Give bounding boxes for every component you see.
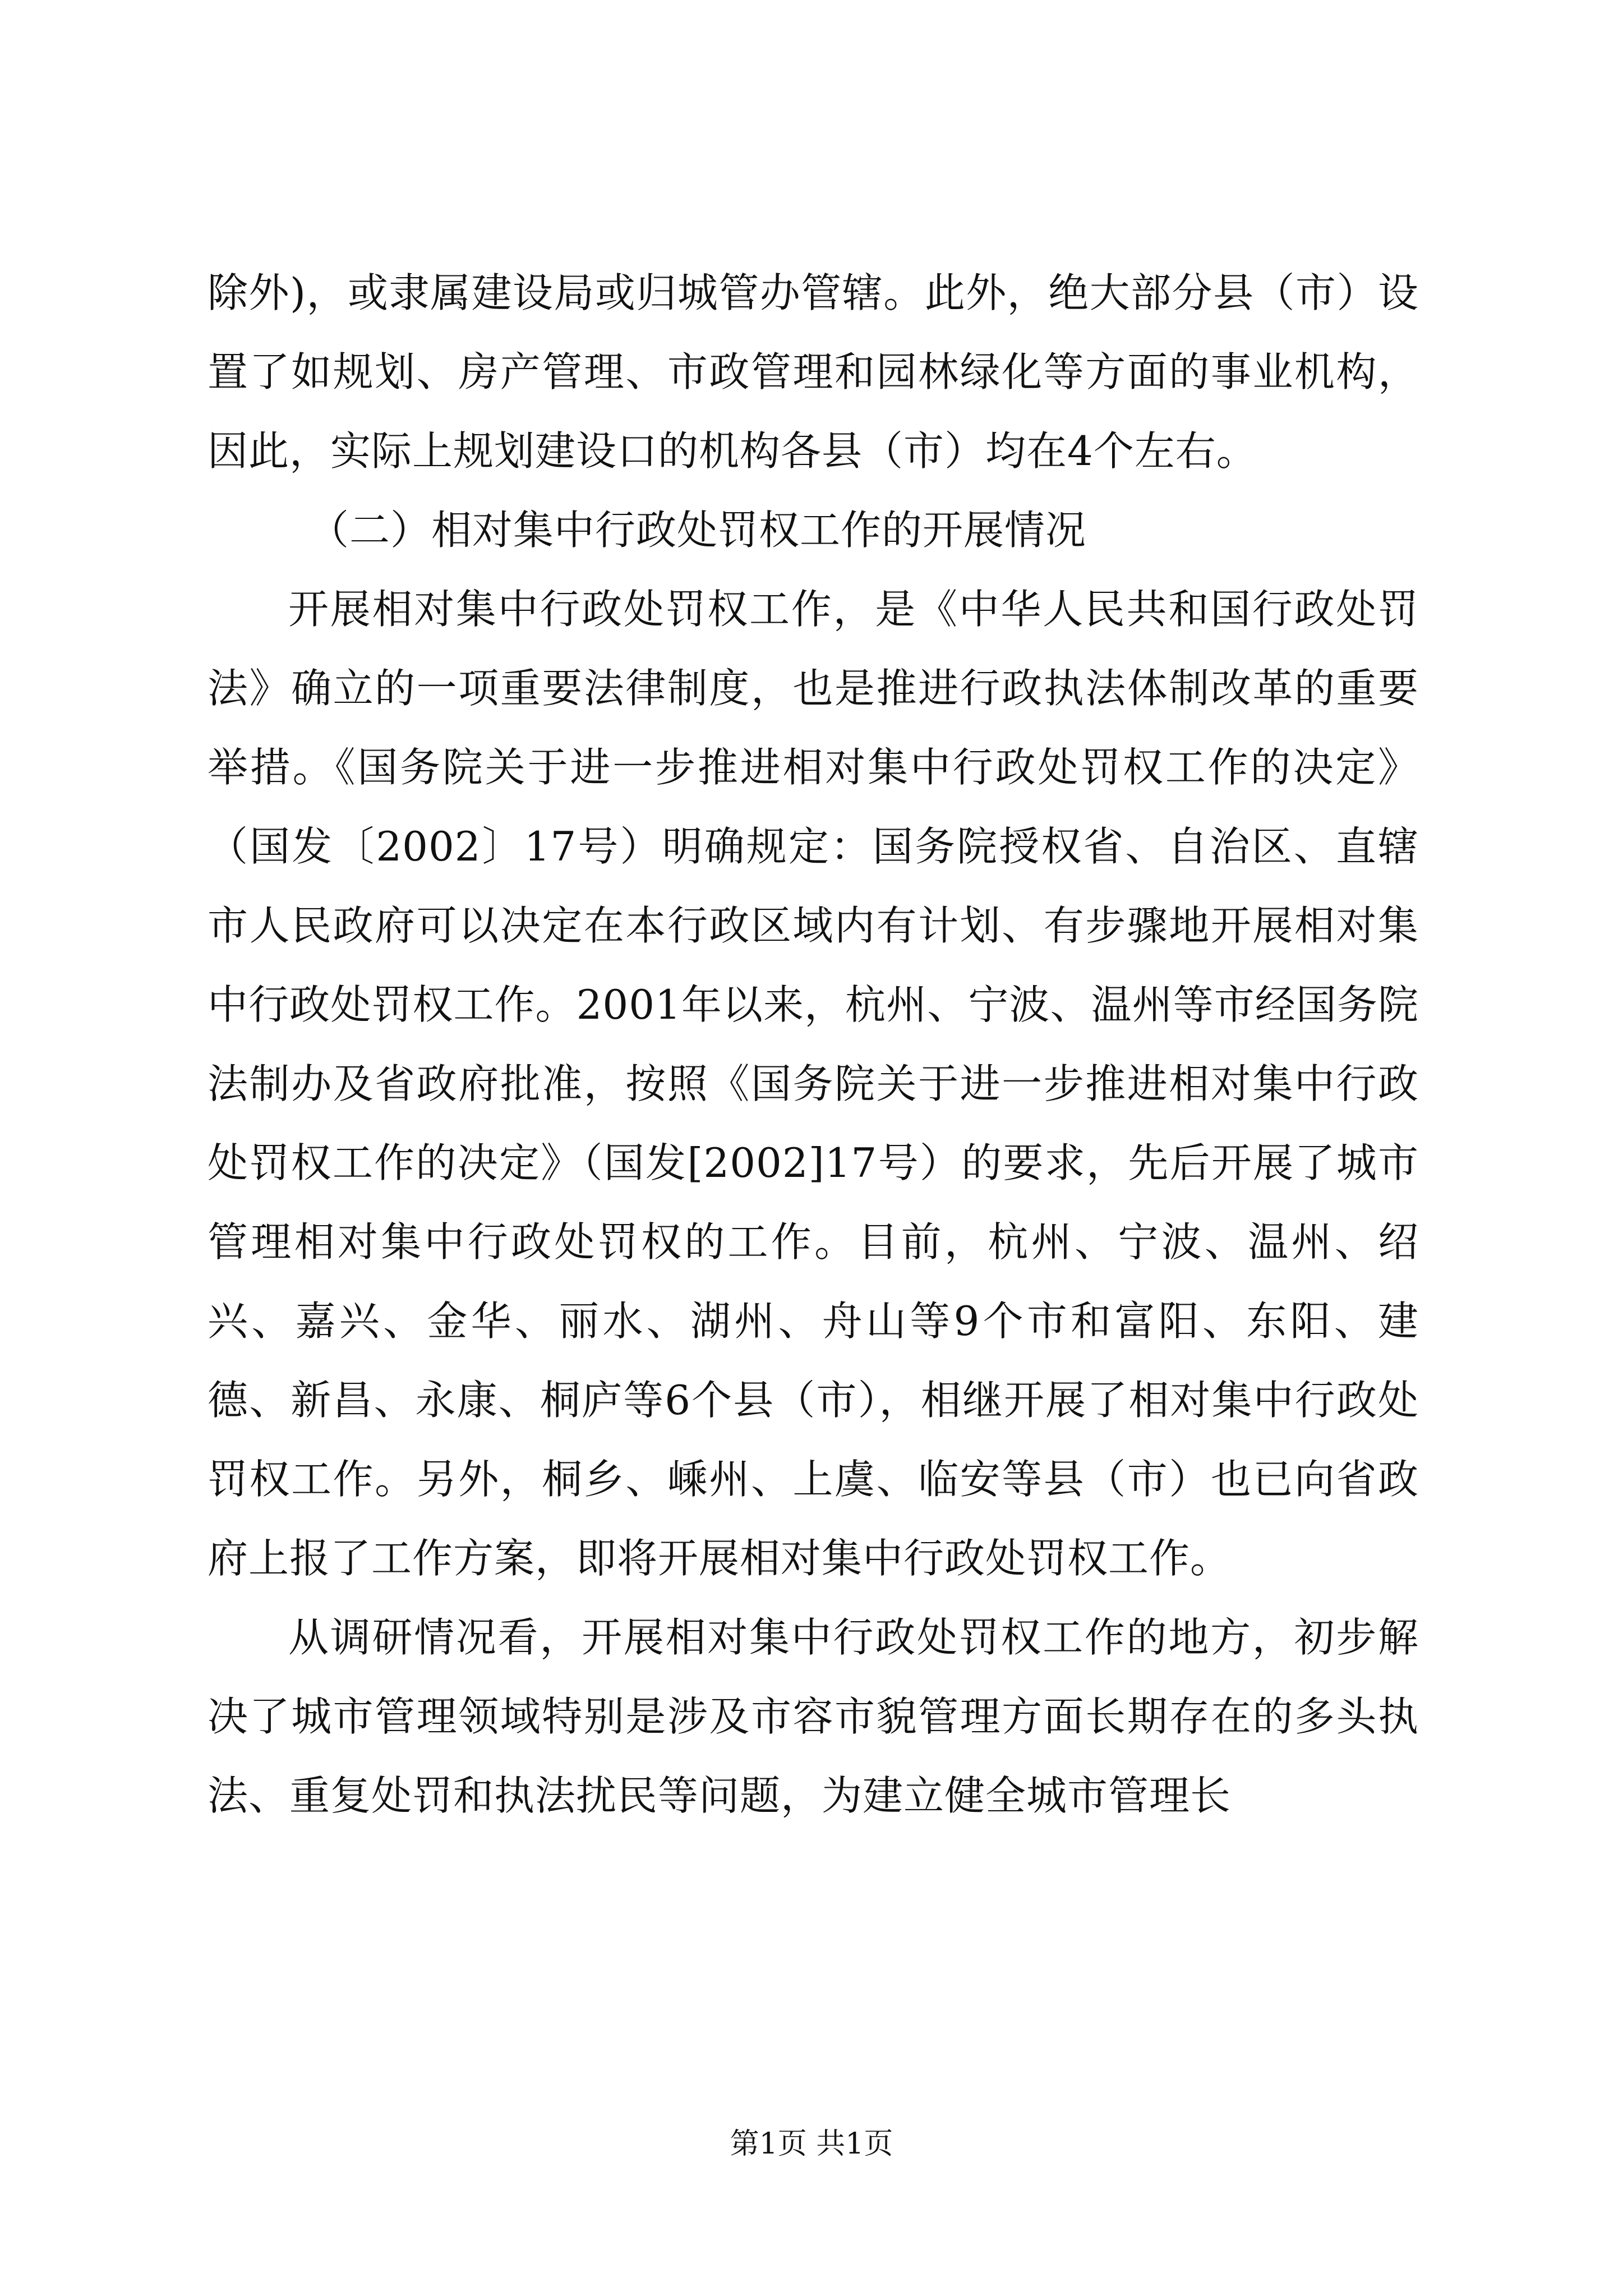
- paragraph-continuation: 除外)，或隶属建设局或归城管办管辖。此外，绝大部分县（市）设置了如规划、房产管理、市政管理和园林绿化等方面的事业机构，因此，实际上规划建设口的机构各县（市）均在4个左右。: [208, 269, 1419, 475]
- section-heading: （二）相对集中行政处罚权工作的开展情况: [308, 507, 1087, 554]
- page-footer: 第1页 共1页: [730, 2127, 893, 2161]
- paragraph-main: 开展相对集中行政处罚权工作，是《中华人民共和国行政处罚法》确立的一项重要法律制度，也是推进行政执法体制改革的重要举措。《国务院关于进一步推进相对集中行政处罚权工作的决定》（国发〔2002〕17号）明确规定：国务院授权省、自治区、直辖市人民政府可以决定在本行政区域内有计划、有步骤地开展相对集中行政处罚权工作。2001年以来，杭州、宁波、温州等市经国务院法制办及省政府批准，按照《国务院关于进一步推进相对集中行政处罚权工作的决定》（国发[2002]17号）的要求，先后开展了城市管理相对集中行政处罚权的工作。目前，杭州、宁波、温州、绍兴、嘉兴、金华、丽水、湖州、舟山等9个市和富阳、东阳、建德、新昌、永康、桐庐等6个县（市），相继开展了相对集中行政处罚权工作。另外，桐乡、嵊州、上虞、临安等县（市）也已向省政府上报了工作方案，即将开展相对集中行政处罚权工作。: [208, 586, 1419, 1582]
- document-body: [208, 254, 1419, 1835]
- paragraph-research: 从调研情况看，开展相对集中行政处罚权工作的地方，初步解决了城市管理领域特别是涉及市容市貌管理方面长期存在的多头执法、重复处罚和执法扰民等问题，为建立健全城市管理长: [208, 1614, 1419, 1819]
